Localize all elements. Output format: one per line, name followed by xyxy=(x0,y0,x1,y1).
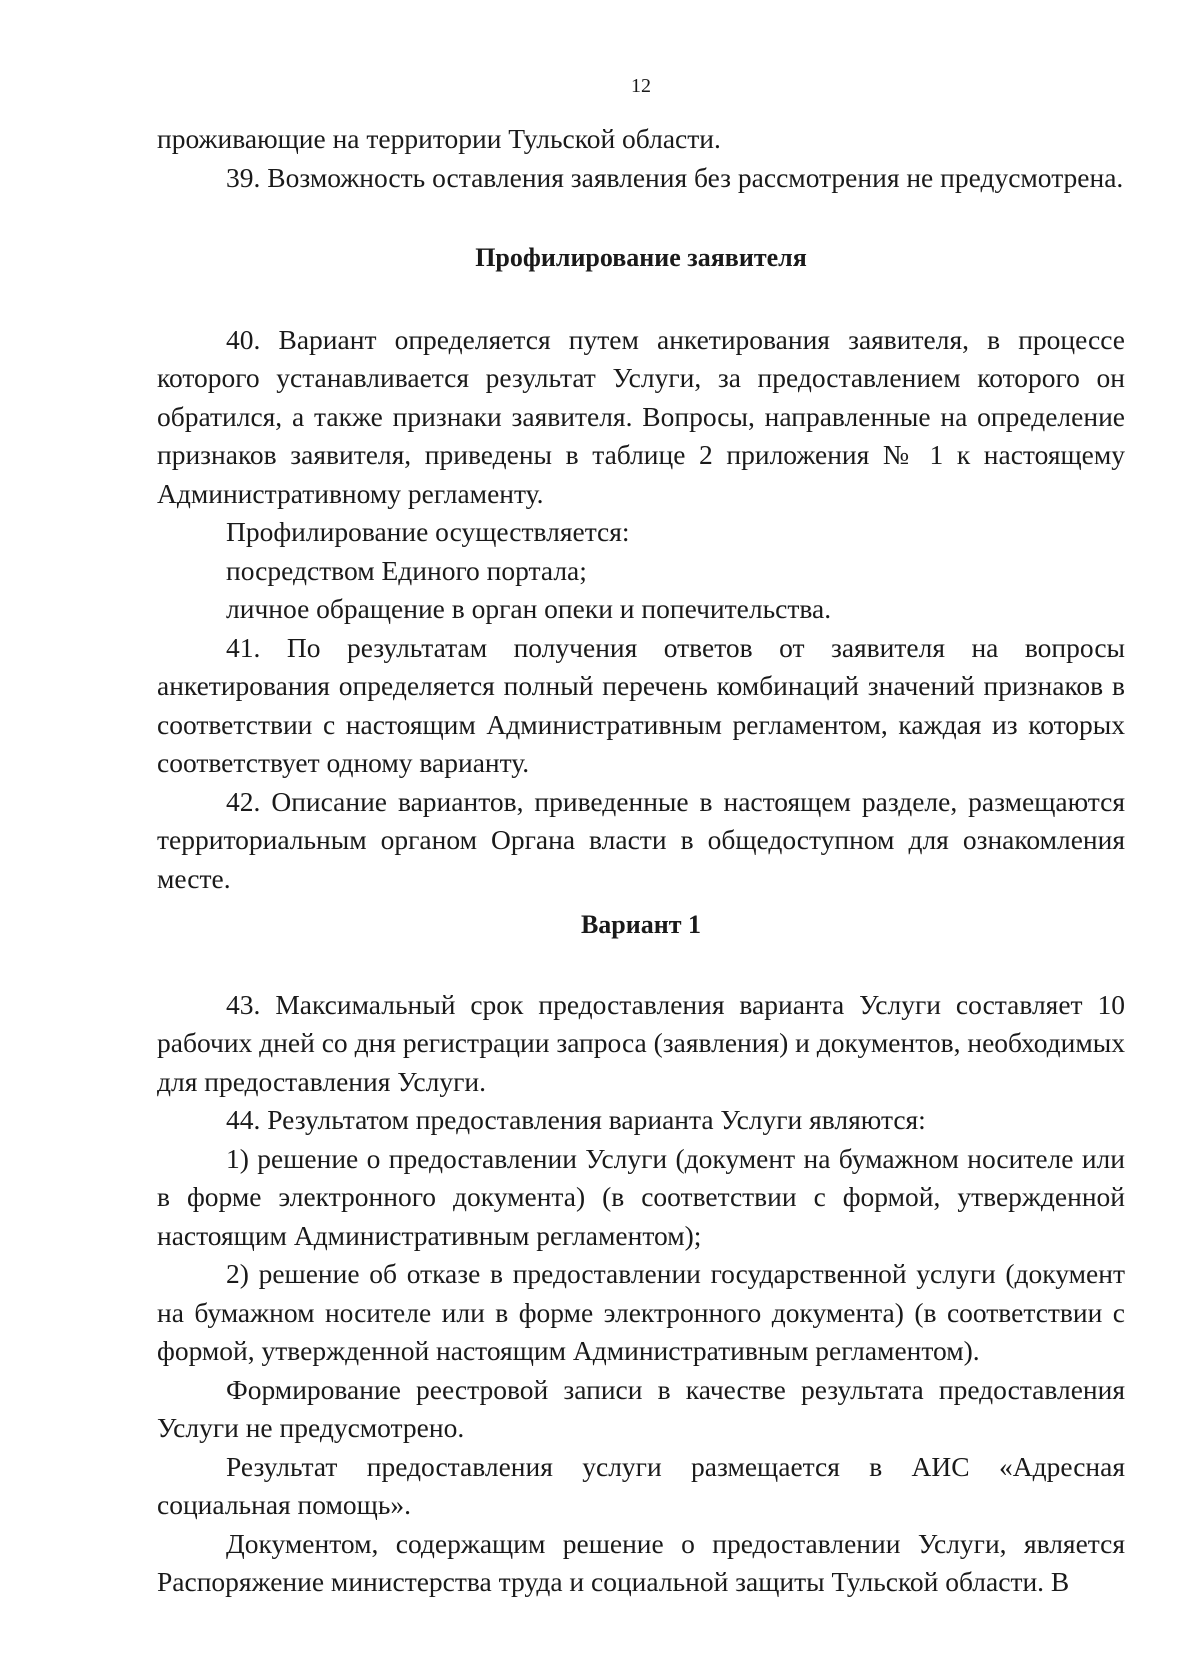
paragraph-44: 44. Результатом предоставления варианта Услуги являются: xyxy=(226,1104,926,1135)
document-body xyxy=(157,120,1125,1602)
paragraph-profiling-personal: личное обращение в орган опеки и попечительства. xyxy=(226,593,832,624)
page-number: 12 xyxy=(631,75,651,97)
paragraph-profiling-portal: посредством Единого портала; xyxy=(226,554,587,586)
list-item-1: 1) решение о предоставлении Услуги (документ на бумажном носителе или в форме электронного документа) (в соответствии с формой, утвержденной настоящим Административным регламентом); xyxy=(157,1142,1125,1251)
section-heading-variant-1: Вариант 1 xyxy=(580,910,702,939)
document-page xyxy=(157,0,1125,1680)
paragraph-registry-record: Формирование реестровой записи в качестве результата предоставления Услуги не предусмотрено. xyxy=(157,1373,1125,1443)
list-item-2: 2) решение об отказе в предоставлении государственной услуги (документ на бумажном носителе или в форме электронного документа) (в соответствии с формой, утвержденной настоящим Административным регламентом). xyxy=(157,1258,1125,1366)
paragraph-continuation: проживающие на территории Тульской области. xyxy=(157,123,721,154)
paragraph-40: 40. Вариант определяется путем анкетирования заявителя, в процессе которого устанавливается результат Услуги, за предоставлением которого он обратился, а также признаки заявителя. Вопросы, направленные на определение признаков заявителя, приведены в таблице 2 приложения № 1 к настоящему Административному регламенту. xyxy=(157,323,1125,509)
paragraph-42: 42. Описание вариантов, приведенные в настоящем разделе, размещаются территориальным органом Органа власти в общедоступном для ознакомления месте. xyxy=(157,785,1125,894)
paragraph-43: 43. Максимальный срок предоставления варианта Услуги составляет 10 рабочих дней со дня регистрации запроса (заявления) и документов, необходимых для предоставления Услуги. xyxy=(157,988,1125,1097)
paragraph-41: 41. По результатам получения ответов от заявителя на вопросы анкетирования определяется полный перечень комбинаций значений признаков в соответствии с настоящим Административным регламентом, каждая из которых соответствует одному варианту. xyxy=(157,631,1125,778)
paragraph-profiling-intro: Профилирование осуществляется: xyxy=(226,516,630,547)
paragraph-ais-result: Результат предоставления услуги размещается в АИС «Адресная социальная помощь». xyxy=(157,1450,1125,1520)
paragraph-decision-document: Документом, содержащим решение о предоставлении Услуги, является Распоряжение министерства труда и социальной защиты Тульской области. В xyxy=(157,1527,1125,1597)
paragraph-39: 39. Возможность оставления заявления без рассмотрения не предусмотрена. xyxy=(226,161,1124,193)
section-heading-profiling: Профилирование заявителя xyxy=(475,243,807,272)
